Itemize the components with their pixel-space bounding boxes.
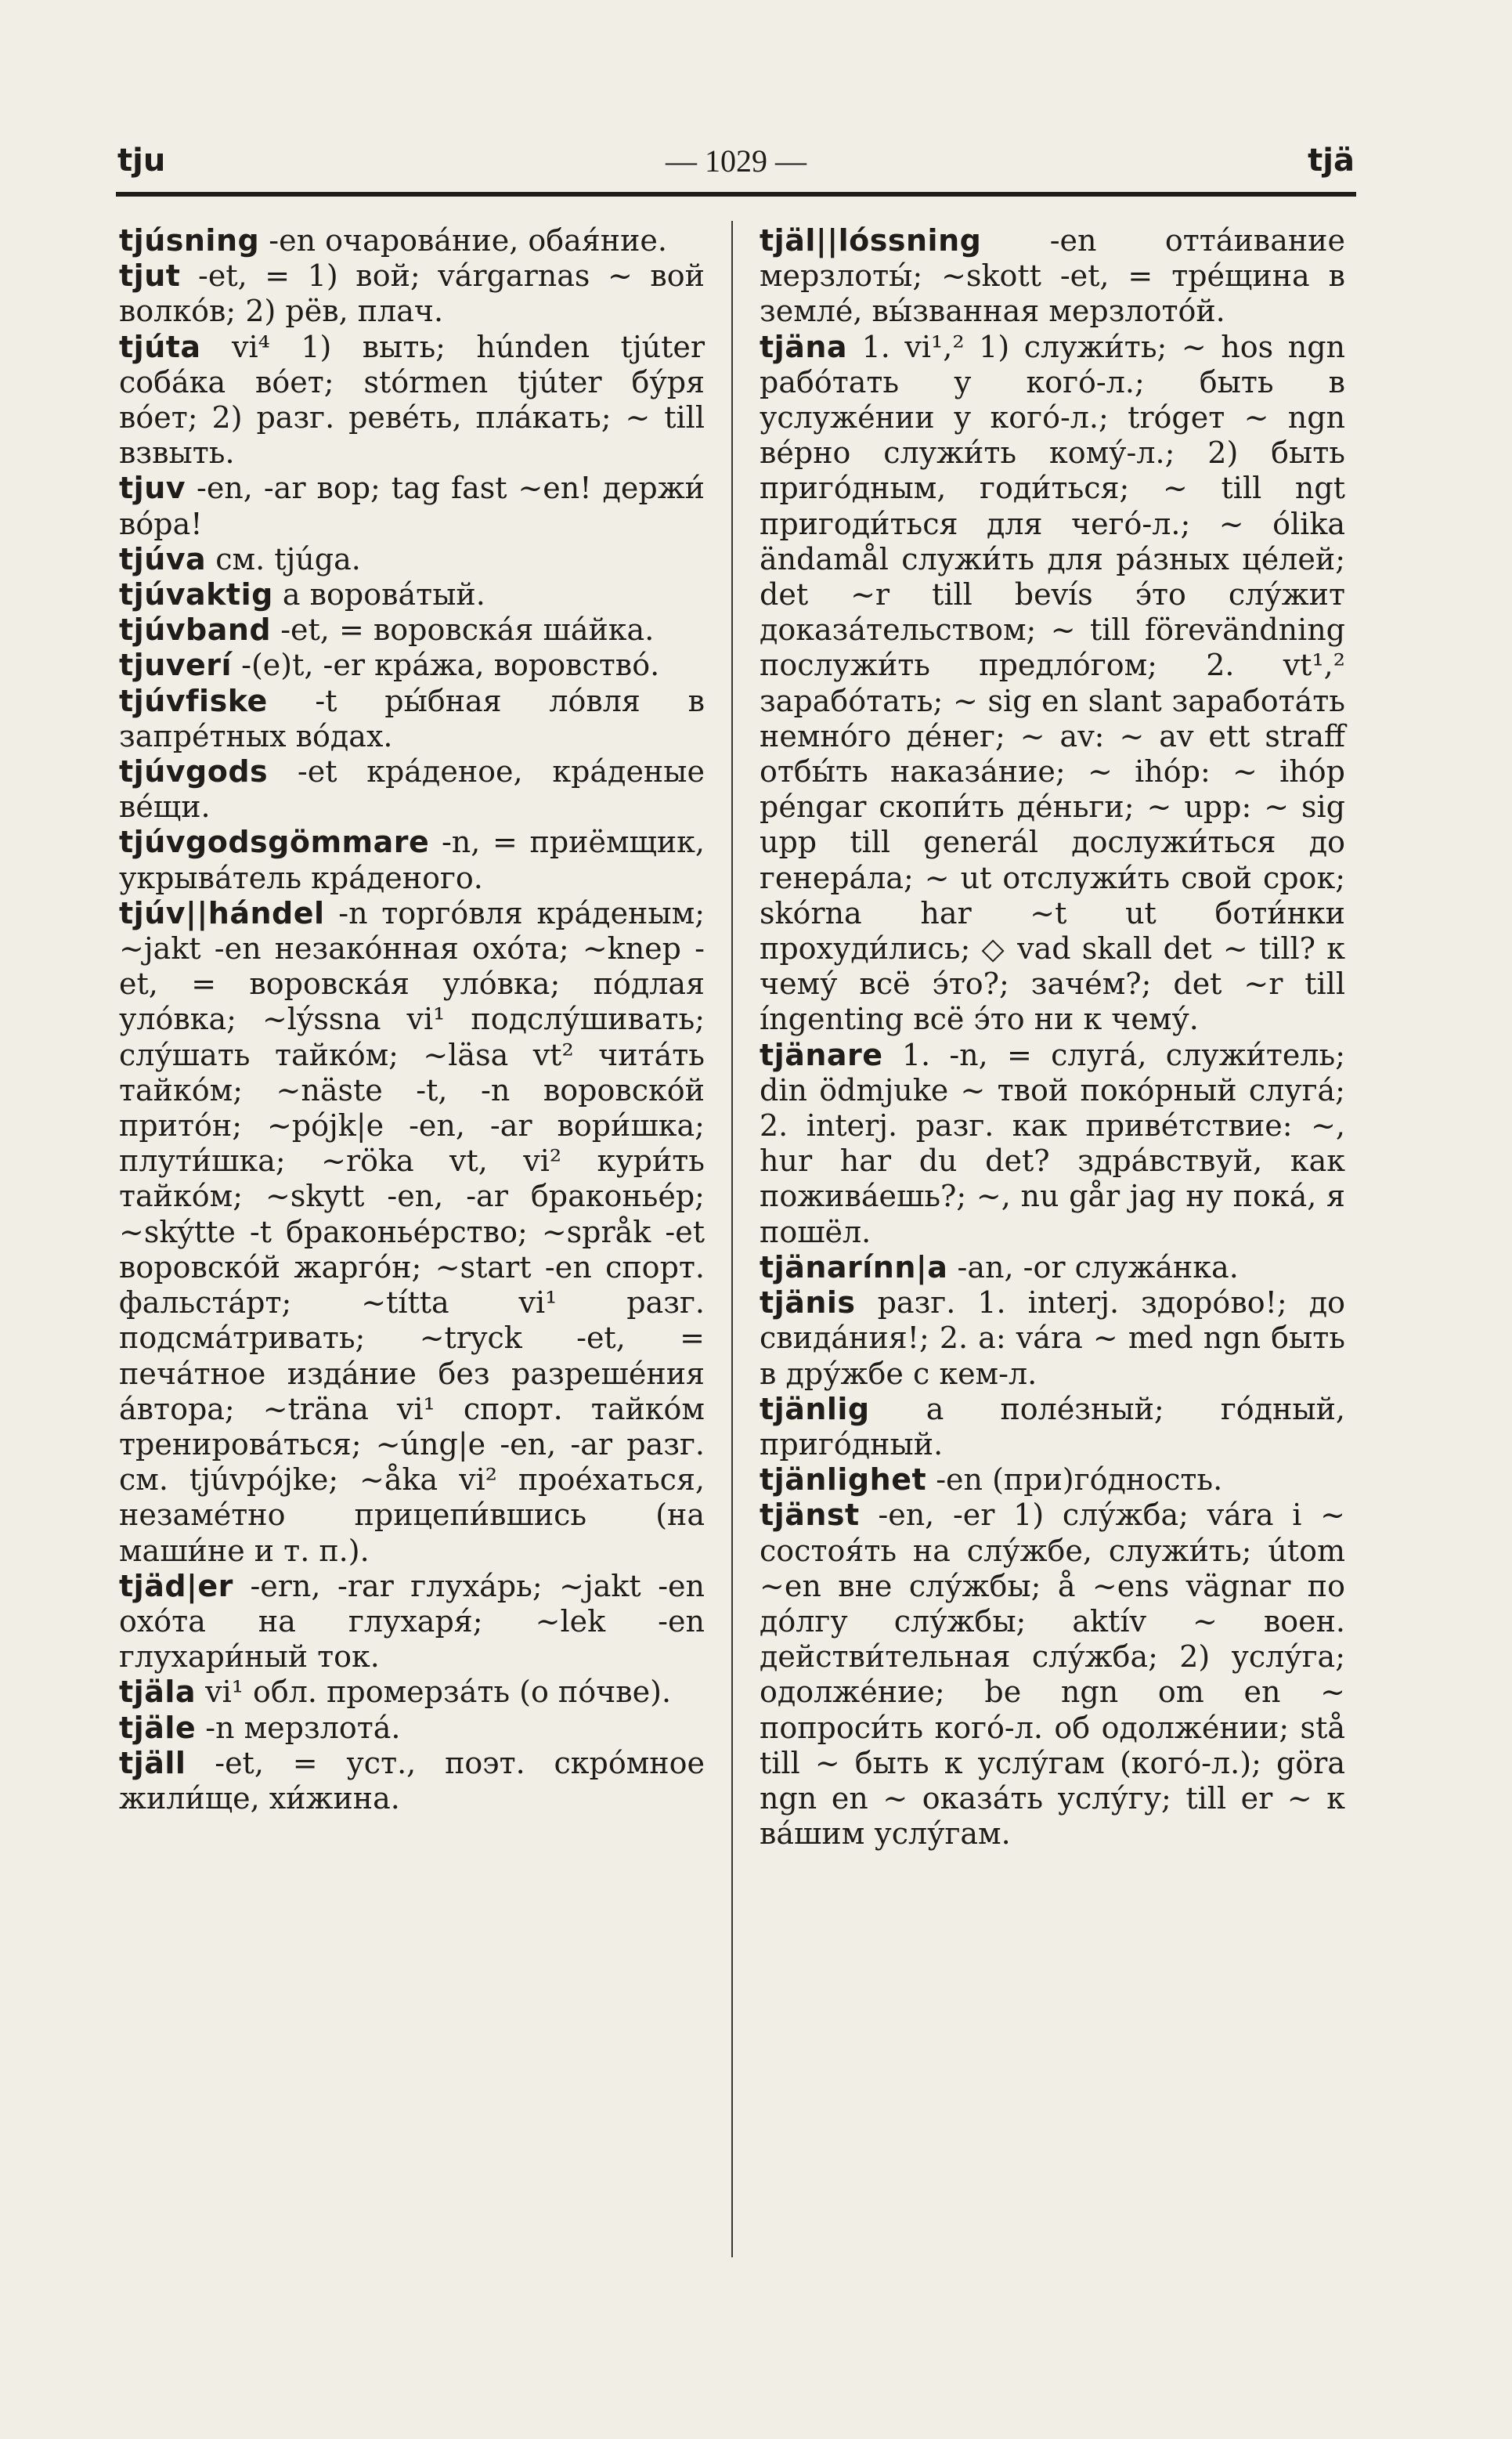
headword: tjänare xyxy=(760,1037,883,1072)
entry-tjuvgods: tjúvgods -et кра́деное, кра́деные ве́щи. xyxy=(119,754,705,825)
headword: tjúvgods xyxy=(119,754,269,790)
entry-tjuv: tjuv -en, -ar вор; tag fast ~en! держи́ во́ра! xyxy=(119,471,705,541)
entry-tjuveri: tjuverí -(e)t, -er кра́жа, воровство́. xyxy=(119,648,660,683)
entry-tjader: tjäd|er -ern, -rar глуха́рь; ~jakt -en охо́та на глухаря́; ~lek -en глухари́ный ток. xyxy=(119,1568,705,1675)
headword: tjúsning xyxy=(119,223,260,258)
entry-tjuta: tjúta vi⁴ 1) выть; húnden tjúter соба́ка во́ет; stórmen tjúter бу́ря во́ет; 2) разг. реве́ть, пла́кать; ~ till взвыть. xyxy=(119,329,705,471)
entry-tjanare: tjänare 1. -n, = слуга́, служи́тель; din ödmjuke ~ твой поко́рный слуга́; 2. interj. разг. как приве́тствие: ~, hur har du det? здра́вствуй, как пожива́ешь?; ~, nu går jag ну пока́, я пошёл. xyxy=(760,1037,1345,1249)
headword: tjuv xyxy=(119,471,186,506)
headword: tjäd|er xyxy=(119,1568,233,1603)
entry-tjanst: tjänst -en, -er 1) слу́жба; vа́ra i ~ состоя́ть на слу́жбе, служи́ть; útom ~en вне слу́жбы; å ~ens vägnar по до́лгу слу́жбы; aktív ~ воен. действи́тельная слу́жба; 2) услу́га; одолже́ние; be ngn om en ~ попроси́ть кого́-л. об одолже́нии; stå till ~ быть к услу́гам (кого́-л.); göra ngn en ~ оказа́ть услу́гу; till er ~ к ва́шим услу́гам. xyxy=(760,1498,1345,1852)
headword: tjänarínn|a xyxy=(760,1249,948,1285)
headword: tjänlighet xyxy=(760,1462,927,1498)
headword: tjänlig xyxy=(760,1391,870,1426)
entry-tjanlighet: tjänlighet -en (при)го́дность. xyxy=(760,1462,1223,1498)
entry-tjanis: tjänis разг. 1. interj. здоро́во!; до свида́ния!; 2. a: vа́ra ~ med ngn быть в дру́жбе с кем-л. xyxy=(760,1285,1345,1391)
headword: tjäla xyxy=(119,1675,197,1710)
headword: tjäna xyxy=(760,329,848,364)
column-divider xyxy=(731,221,733,2257)
header-rule xyxy=(116,192,1356,197)
headword: tjänis xyxy=(760,1285,856,1321)
entry-tjusning: tjúsning -en очарова́ние, обая́ние. xyxy=(119,223,667,258)
headword: tjúvband xyxy=(119,612,272,648)
headword: tjúvgodsgömmare xyxy=(119,825,430,860)
running-header xyxy=(117,143,1355,197)
headword: tjänst xyxy=(760,1498,860,1533)
entry-tjallossning: tjäl||lóssning -en отта́ивание мерзлоты́; ~skott -et, = тре́щина в земле́, вы́званная мерзлото́й. xyxy=(760,223,1345,329)
page-number: — 1029 — xyxy=(666,143,807,179)
headword: tjut xyxy=(119,258,181,294)
entry-tjale: tjäle -n мерзлота́. xyxy=(119,1710,401,1745)
entry-tjuvaktig: tjúvaktig a ворова́тый. xyxy=(119,577,485,612)
entry-tjuvhandel: tjúv||hándel -n торго́вля кра́деным; ~jakt -en незако́нная охо́та; ~knep -et, = воровска́я уло́вка; по́длая уло́вка; ~lýssna vi¹ подслу́шивать; слу́шать тайко́м; ~läsa vt² чита́ть тайко́м; ~näste -t, -n воровско́й прито́н; ~pójk|e -en, -ar вори́шка; плути́шка; ~röka vt, vi² кури́ть тайко́м; ~skytt -en, -ar браконье́р; ~skýtte -t браконье́рство; ~språk -et воровско́й жарго́н; ~start -en спорт. фальста́рт; ~títta vi¹ разг. подсма́тривать; ~tryck -et, = печа́тное изда́ние без разреше́ния а́втора; ~träna vi¹ спорт. тайко́м тренирова́ться; ~úng|e -en, -ar разг. см. tjúvpójke; ~åka vi² прое́хаться, незаме́тно прицепи́вшись (на маши́не и т. п.). xyxy=(119,895,705,1568)
entry-tjanlig: tjänlig a поле́зный; го́дный, приго́дный. xyxy=(760,1391,1345,1462)
headword: tjúv||hándel xyxy=(119,895,325,930)
right-column xyxy=(760,223,1345,1852)
entry-tjuva: tjúva см. tjúga. xyxy=(119,541,361,576)
entry-tjuvband: tjúvband -et, = воровска́я ша́йка. xyxy=(119,612,655,648)
headword: tjäle xyxy=(119,1710,197,1745)
entry-tjala: tjäla vi¹ обл. промерза́ть (о по́чве). xyxy=(119,1675,672,1710)
headword: tjúvaktig xyxy=(119,577,273,612)
headword: tjuverí xyxy=(119,648,233,683)
right-guide-word: tjä xyxy=(1308,143,1355,179)
left-column xyxy=(119,223,705,1816)
headword: tjäll xyxy=(119,1745,186,1780)
entry-tjana: tjäna 1. vi¹,² 1) служи́ть; ~ hos ngn рабо́тать у кого́-л.; быть в услуже́нии у кого́-л.; trógет ~ ngn ве́рно служи́ть кому́-л.; 2) быть приго́дным, годи́ться; ~ till ngt пригоди́ться для чего́-л.; ~ ólika ändamål служи́ть для ра́зных це́лей; det ~r till bevís э́то слу́жит доказа́тельством; ~ till förevändning послужи́ть предло́гом; 2. vt¹,² зарабо́тать; ~ sig en slant заработа́ть немно́го де́нег; ~ av: ~ av ett straff отбы́ть наказа́ние; ~ ihóp: ~ ihóp péngar скопи́ть де́ньги; ~ upp: ~ sig upp till generál дослужи́ться до генера́ла; ~ ut отслужи́ть свой срок; skórna har ~t ut боти́нки прохуди́лись; ◇ vad skall det ~ till? к чему́ всё э́то?; заче́м?; det ~r till íngenting всё э́то ни к чему́. xyxy=(760,329,1345,1037)
headword: tjúta xyxy=(119,329,201,364)
entry-tjuvgodsgommare: tjúvgodsgömmare -n, = приёмщик, укрыва́тель кра́деного. xyxy=(119,825,705,895)
entry-tjall: tjäll -et, = уст., поэт. скро́мное жили́ще, хи́жина. xyxy=(119,1745,705,1816)
left-guide-word: tju xyxy=(117,143,166,179)
entry-tjuvfiske: tjúvfiske -t ры́бная ло́вля в запре́тных во́дах. xyxy=(119,683,705,753)
entry-tjanarinna: tjänarínn|a -an, -or служа́нка. xyxy=(760,1249,1239,1285)
headword: tjúvfiske xyxy=(119,683,268,718)
headword: tjúva xyxy=(119,541,207,576)
entry-tjut: tjut -et, = 1) вой; vа́rgarnas ~ вой волко́в; 2) рёв, плач. xyxy=(119,258,705,329)
headword: tjäl||lóssning xyxy=(760,223,982,258)
